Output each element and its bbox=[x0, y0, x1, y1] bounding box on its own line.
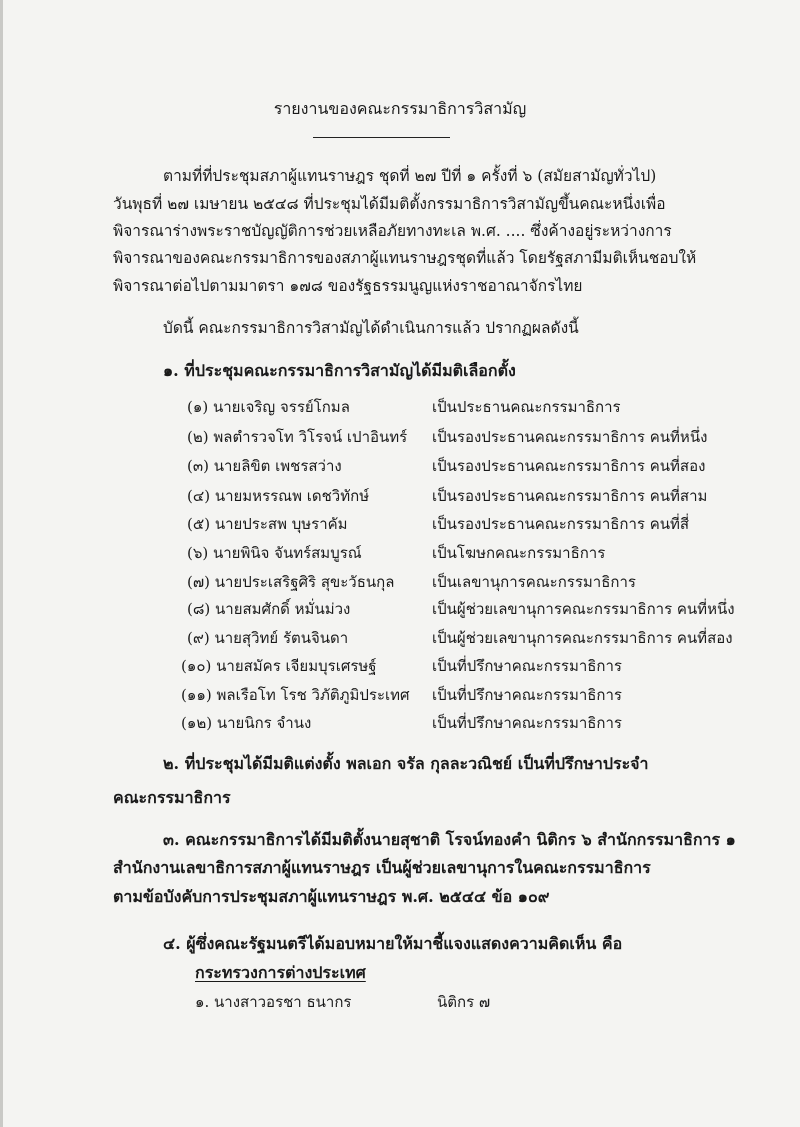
intro-line-4: พิจารณาของคณะกรรมาธิการของสภาผู้แทนราษฎรชุดที่แล้ว โดยรัฐสภามีมติเห็นชอบให้ bbox=[113, 249, 697, 267]
section-4-ministry: กระทรวงการต่างประเทศ bbox=[195, 963, 366, 982]
section-4-heading: ๔. ผู้ซึ่งคณะรัฐมนตรีได้มอบหมายให้มาชี้แจงแสดงความคิดเห็น คือ bbox=[163, 934, 623, 953]
intro-line-5: พิจารณาต่อไปตามมาตรา ๑๗๘ ของรัฐธรรมนูญแห่งราชอาณาจักรไทย bbox=[113, 277, 583, 295]
member-name: (๒) พลตำรวจโท วิโรจน์ เปาอินทร์ bbox=[187, 428, 408, 446]
member-name: (๑๒) นายนิกร จำนง bbox=[181, 714, 312, 732]
section-2-line-2: คณะกรรมาธิการ bbox=[113, 788, 231, 807]
member-name: (๑) นายเจริญ จรรย์โกมล bbox=[187, 398, 350, 416]
member-role: เป็นรองประธานคณะกรรมาธิการ คนที่สาม bbox=[432, 487, 708, 505]
intro-line-3: พิจารณาร่างพระราชบัญญัติการช่วยเหลือภัยทางทะเล พ.ศ. .... ซึ่งค้างอยู่ระหว่างการ bbox=[113, 222, 672, 240]
section-3-line-2: สำนักงานเลขาธิการสภาผู้แทนราษฎร เป็นผู้ช่วยเลขานุการในคณะกรรมาธิการ bbox=[113, 858, 651, 877]
member-name: (๖) นายพินิจ จันทร์สมบูรณ์ bbox=[187, 544, 362, 562]
member-name: (๑๐) นายสมัคร เจียมบุรเศรษฐ์ bbox=[181, 657, 377, 675]
member-name: (๘) นายสมศักดิ์ หมั่นม่วง bbox=[187, 600, 351, 618]
member-role: เป็นรองประธานคณะกรรมาธิการ คนที่หนึ่ง bbox=[432, 428, 708, 446]
member-role: เป็นโฆษกคณะกรรมาธิการ bbox=[432, 544, 606, 562]
intro-line-2: วันพุธที่ ๒๗ เมษายน ๒๕๔๘ ที่ประชุมได้มีมติตั้งกรรมาธิการวิสามัญขึ้นคณะหนึ่งเพื่อ bbox=[113, 195, 666, 213]
member-role: เป็นรองประธานคณะกรรมาธิการ คนที่สี่ bbox=[432, 515, 690, 533]
intro-line-1: ตามที่ที่ประชุมสภาผู้แทนราษฎร ชุดที่ ๒๗ ปีที่ ๑ ครั้งที่ ๖ (สมัยสามัญทั่วไป) bbox=[163, 167, 657, 185]
document-title: รายงานของคณะกรรมาธิการวิสามัญ bbox=[273, 99, 527, 118]
section-3-line-3: ตามข้อบังคับการประชุมสภาผู้แทนราษฎร พ.ศ. ๒๕๔๔ ข้อ ๑๐๙ bbox=[113, 887, 550, 906]
member-role: เป็นรองประธานคณะกรรมาธิการ คนที่สอง bbox=[432, 457, 706, 475]
scan-edge bbox=[0, 0, 3, 1127]
member-name: (๕) นายประสพ บุษราคัม bbox=[187, 515, 348, 533]
member-name: (๗) นายประเสริฐศิริ สุขะวัธนกุล bbox=[187, 573, 395, 591]
member-role: เป็นที่ปรึกษาคณะกรรมาธิการ bbox=[432, 657, 622, 675]
section-3-line-1: ๓. คณะกรรมาธิการได้มีมติตั้งนายสุชาติ โรจน์ทองคำ นิติกร ๖ สำนักกรรมาธิการ ๑ bbox=[163, 830, 736, 849]
section-4-position: นิติกร ๗ bbox=[437, 993, 491, 1011]
member-role: เป็นประธานคณะกรรมาธิการ bbox=[432, 398, 621, 416]
member-name: (๓) นายลิขิต เพชรสว่าง bbox=[187, 457, 342, 475]
result-intro-line: บัดนี้ คณะกรรมาธิการวิสามัญได้ดำเนินการแล้ว ปรากฏผลดังนี้ bbox=[163, 319, 579, 337]
member-role: เป็นเลขานุการคณะกรรมาธิการ bbox=[432, 573, 636, 591]
member-role: เป็นผู้ช่วยเลขานุการคณะกรรมาธิการ คนที่หนึ่ง bbox=[432, 600, 735, 618]
member-role: เป็นที่ปรึกษาคณะกรรมาธิการ bbox=[432, 714, 622, 732]
member-name: (๔) นายมหรรณพ เดชวิทักษ์ bbox=[187, 487, 370, 505]
member-name: (๑๑) พลเรือโท โรช วิภัติภูมิประเทศ bbox=[181, 686, 410, 704]
member-role: เป็นที่ปรึกษาคณะกรรมาธิการ bbox=[432, 686, 622, 704]
member-name: (๙) นายสุวิทย์ รัตนจินดา bbox=[187, 629, 349, 647]
member-role: เป็นผู้ช่วยเลขานุการคณะกรรมาธิการ คนที่สอง bbox=[432, 629, 733, 647]
section-4-person: ๑. นางสาวอรชา ธนากร bbox=[195, 993, 352, 1011]
title-underline bbox=[313, 137, 450, 138]
section-1-heading: ๑. ที่ประชุมคณะกรรมาธิการวิสามัญได้มีมติเลือกตั้ง bbox=[163, 361, 516, 380]
section-2-line-1: ๒. ที่ประชุมได้มีมติแต่งตั้ง พลเอก จรัล กุลละวณิชย์ เป็นที่ปรึกษาประจำ bbox=[163, 754, 649, 773]
